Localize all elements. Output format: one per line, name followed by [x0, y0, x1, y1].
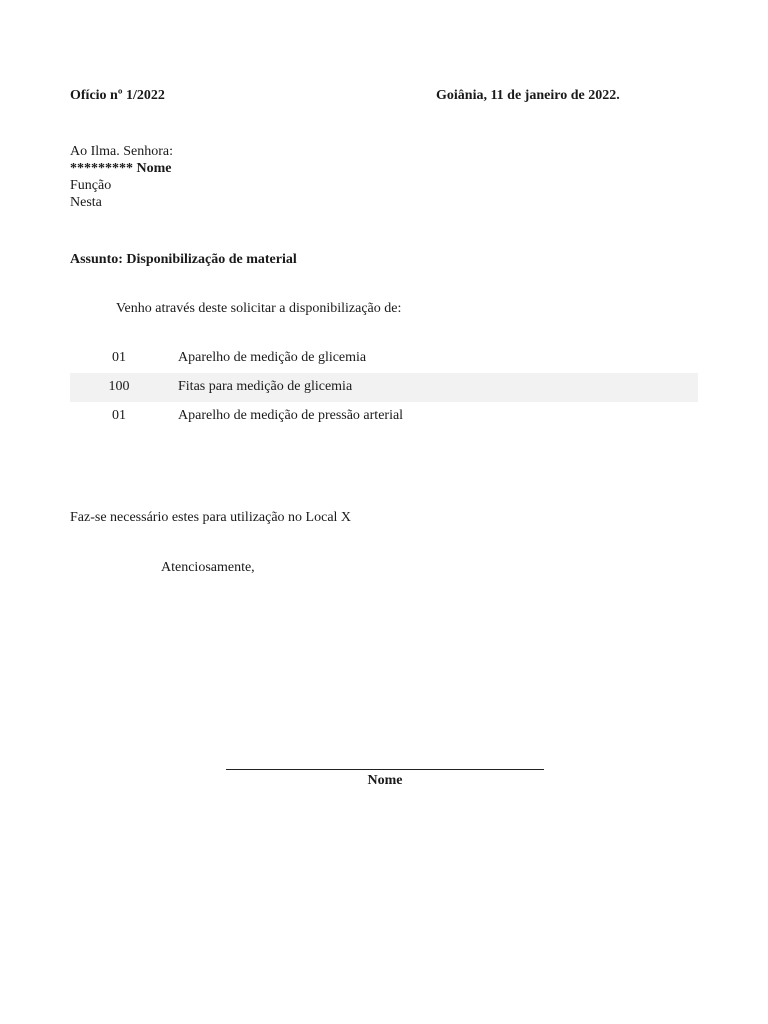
- item-description: Aparelho de medição de glicemia: [178, 350, 367, 365]
- item-quantity: 01: [112, 350, 126, 365]
- item-quantity: 01: [112, 408, 126, 423]
- subject-line: [70, 252, 297, 268]
- recipient-block: [70, 143, 173, 211]
- recipient-role: Função: [70, 178, 112, 193]
- subject-label: Assunto:: [70, 252, 127, 267]
- item-description: Aparelho de medição de pressão arterial: [178, 408, 404, 423]
- list-item: [70, 344, 698, 373]
- intro-paragraph: Venho através deste solicitar a disponibilização de:: [116, 301, 402, 316]
- item-description: Fitas para medição de glicemia: [178, 379, 353, 394]
- recipient-location: Nesta: [70, 195, 102, 210]
- office-number: Ofício nº 1/2022: [70, 88, 165, 103]
- regards-text: Atenciosamente,: [161, 560, 255, 575]
- items-list: [70, 344, 698, 431]
- signature-name: Nome: [367, 773, 403, 788]
- signature-line: [226, 769, 544, 770]
- closing-paragraph: Faz-se necessário estes para utilização no Local X: [70, 510, 352, 525]
- list-item: [70, 373, 698, 402]
- recipient-name: ********* Nome: [70, 161, 172, 176]
- recipient-salutation: Ao Ilma. Senhora:: [70, 144, 174, 159]
- place-date: Goiânia, 11 de janeiro de 2022.: [436, 88, 620, 103]
- subject-text: Disponibilização de material: [126, 252, 297, 267]
- item-quantity: 100: [108, 379, 130, 394]
- list-item: [70, 402, 698, 431]
